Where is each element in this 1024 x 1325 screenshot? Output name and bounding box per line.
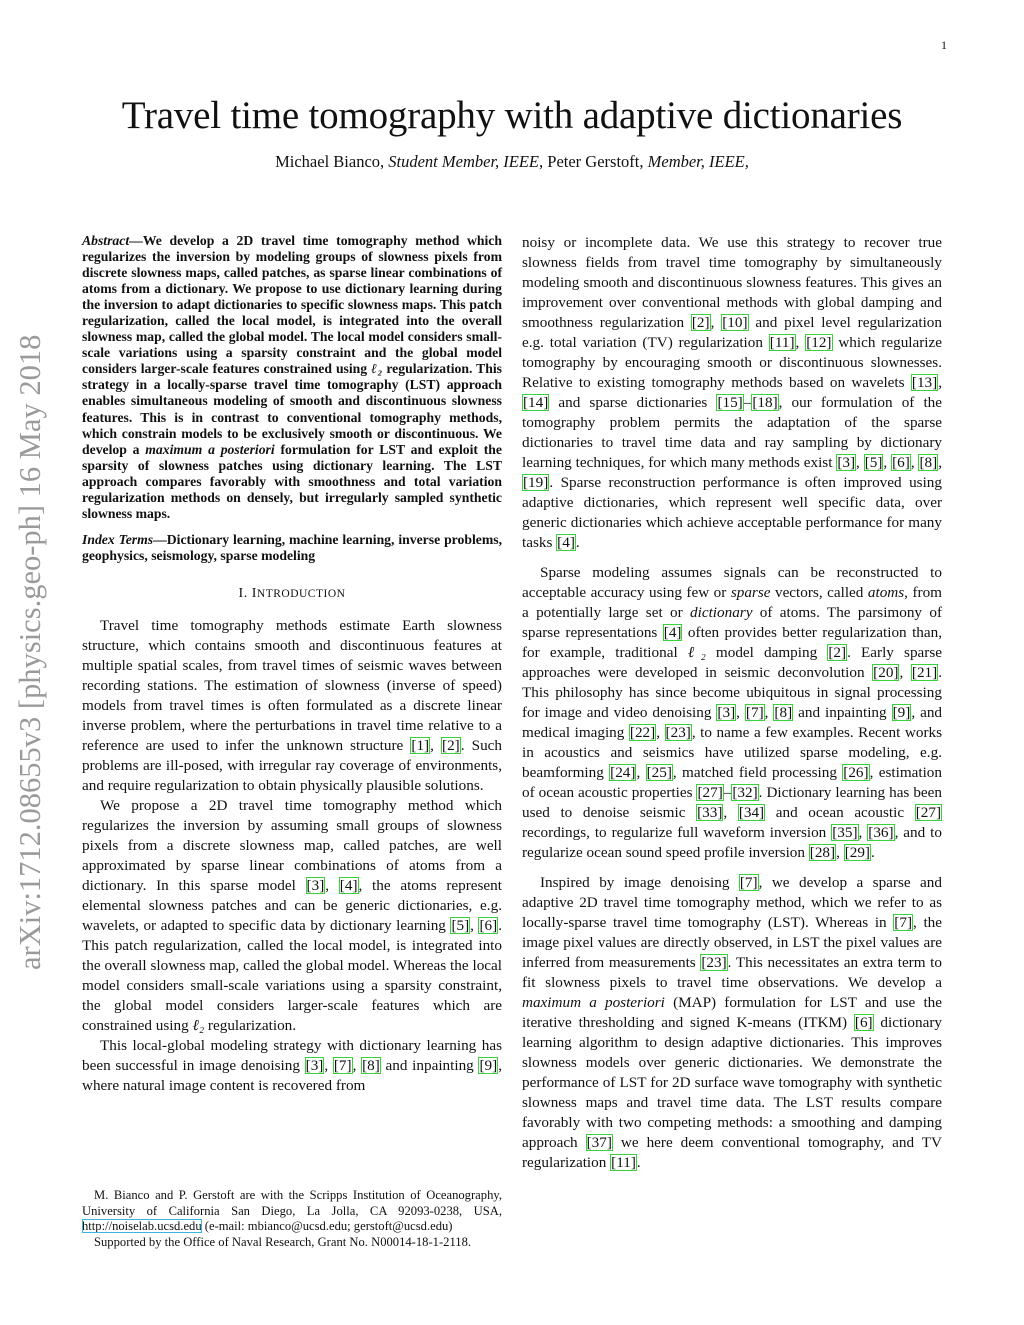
text: . Sparse reconstruction performance is often improved using adaptive dictionaries, which represent well specific data, over generic dictionaries which achieve acceptable performance for many tasks	[522, 474, 942, 551]
l2-symbol: ℓ₂	[687, 644, 706, 661]
citation-link[interactable]: [20]	[873, 664, 899, 681]
citation-link[interactable]: [6]	[892, 454, 910, 471]
intro-paragraph-5	[522, 873, 942, 1173]
citation-link[interactable]: [7]	[333, 1056, 352, 1074]
citation-link[interactable]: [23]	[701, 954, 727, 971]
abstract-text-3: formulation for LST and exploit the sparsity of slowness patches using dictionary learning. The LST approach compares favorably with smoothness and total variation regularization methods on densely, but irregularly sampled synthetic slowness maps.	[82, 441, 502, 521]
intro-paragraph-1	[82, 616, 502, 796]
citation-link[interactable]: [8]	[774, 704, 793, 721]
footnote	[82, 1188, 502, 1250]
text: model damping	[705, 644, 828, 661]
text: (e-mail: mbianco@ucsd.edu; gerstoft@ucsd.edu)	[201, 1219, 453, 1234]
text: , and medical imaging	[522, 704, 943, 741]
separator: –	[743, 394, 752, 411]
text: . Dictionary learning has been used to denoise seismic	[522, 784, 942, 821]
footnote-funding: Supported by the Office of Naval Research, Grant No. N00014-18-1-2118.	[94, 1234, 472, 1249]
text: and sparse dictionaries	[549, 394, 717, 411]
citation-link[interactable]: [10]	[722, 314, 748, 331]
separator: ,	[352, 1056, 362, 1074]
separator: ,	[910, 454, 919, 471]
author-line	[40, 150, 984, 174]
citation-link[interactable]: [4]	[663, 624, 682, 641]
text: Sparse modeling assumes signals can be reconstructed to acceptable accuracy using few or	[522, 564, 942, 601]
citation-link[interactable]: [7]	[739, 874, 758, 891]
text: , and to regularize ocean sound speed profile inversion	[522, 824, 942, 861]
separator: ,	[710, 314, 722, 331]
intro-paragraph-2	[82, 796, 502, 1036]
citation-link[interactable]: [2]	[828, 644, 847, 661]
citation-link[interactable]: [24]	[610, 764, 636, 781]
text: . This patch regularization, called the local model, is integrated into the overall slowness map, called the global model. Whereas the local model considers small-scale variations using a sparsity constraint, the global model considers larger-scale features which are constrained using	[82, 916, 502, 1034]
separator: ,	[656, 724, 665, 741]
text: . Such problems are ill-posed, with irregular ray coverage of environments, and require regularization to obtain physically plausible solutions.	[82, 736, 503, 794]
text: We propose a 2D travel time tomography method which regularizes the inversion by assuming small groups of slowness pixels from a discrete slowness map, called patches, are well approximated by sparse linear combinations of atoms from a dictionary. In this sparse model	[82, 796, 502, 894]
citation-link[interactable]: [7]	[894, 914, 913, 931]
citation-link[interactable]: [25]	[646, 764, 672, 781]
citation-link[interactable]: [4]	[557, 534, 575, 551]
text: vectors, called	[770, 584, 868, 601]
separator: ,	[723, 804, 738, 821]
section-title-rest: NTRODUCTION	[256, 587, 346, 600]
emph: dictionary	[690, 604, 753, 621]
l2-symbol: ℓ₂	[371, 361, 383, 377]
text: , the image pixel values are directly observed, in LST the pixel values are inferred from measurements	[522, 914, 942, 971]
citation-link[interactable]: [29]	[844, 844, 870, 861]
citation-link[interactable]: [14]	[523, 394, 549, 411]
paper-title: Travel time tomography with adaptive dictionaries	[121, 94, 903, 137]
citation-link[interactable]: [5]	[451, 916, 470, 934]
separator: ,	[883, 454, 892, 471]
text: .	[636, 1154, 641, 1171]
citation-link[interactable]: [32]	[732, 784, 758, 801]
author-2: Peter Gerstoft,	[547, 152, 644, 171]
page-number: 1	[941, 38, 947, 52]
separator: ,	[636, 764, 646, 781]
section-title-initial: I	[251, 585, 257, 601]
text: . This necessitates an extra term to fit slowness pixels to travel time observations. We develop a	[522, 954, 942, 991]
text: dictionary learning algorithm to design adaptive dictionaries. This improves slowness models over generic dictionaries. We demonstrate the performance of LST for 2D surface wave tomography with synthetic slowness maps and travel time data. The LST results compare favorably with two competing methods: a smoothing and damping approach	[522, 1014, 942, 1151]
abstract-text-1: —We develop a 2D travel time tomography method which regularizes the inversion by modeling groups of slowness pixels from discrete slowness maps, called patches, as sparse linear combinations of atoms from a dictionary. We propose to use dictionary learning during the inversion to adapt dictionaries to specific slowness maps. This patch regularization, called the local model, is integrated into the overall slowness map, called the global model. The local model considers small-scale variations using a sparsity constraint and the global model considers larger-scale features constrained using	[82, 233, 502, 377]
separator: ,	[430, 736, 442, 754]
emph: sparse	[730, 584, 771, 601]
abstract-map-term: maximum a posteriori	[145, 441, 275, 457]
emph: maximum a posteriori	[522, 994, 665, 1011]
text: recordings, to regularize full waveform inversion	[522, 824, 832, 841]
section-number: I.	[238, 585, 248, 601]
citation-link[interactable]: [22]	[629, 724, 656, 741]
text: , where natural image content is recovered from	[82, 1056, 502, 1094]
text: .	[871, 844, 875, 861]
citation-link[interactable]: [3]	[306, 876, 325, 894]
separator: ,	[324, 1056, 333, 1074]
separator: ,	[325, 876, 339, 894]
separator: ,	[938, 374, 942, 391]
citation-link[interactable]: [2]	[442, 736, 460, 754]
citation-link[interactable]: [5]	[864, 454, 883, 471]
text: , matched field processing	[672, 764, 843, 781]
separator: ,	[764, 704, 774, 721]
separator: ,	[856, 454, 864, 471]
text: Inspired by image denoising	[540, 874, 739, 891]
separator: –	[723, 784, 732, 801]
abstract-label: Abstract	[82, 233, 130, 248]
intro-paragraph-3	[82, 1036, 502, 1096]
text: , our formulation of the tomography problem permits the adaptation of the sparse dictionaries to travel time data and ray sampling by dictionary learning techniques, for which many methods exist	[522, 394, 942, 471]
citation-link[interactable]: [9]	[892, 704, 911, 721]
text: of atoms. The parsimony of sparse representations	[522, 604, 942, 641]
text: , from a potentially large set or	[522, 584, 942, 621]
text: which regularize tomography by encouraging smooth or discontinuous slownesses. Relative to existing tomography methods based on wavelets	[522, 334, 943, 391]
text: , we develop a sparse and adaptive 2D travel time tomography method, which we refer to as locally-sparse travel time tomography (LST). Whereas in	[522, 874, 942, 931]
text: .	[575, 534, 580, 551]
left-column	[82, 233, 502, 1096]
text: M. Bianco and P. Gerstoft are with the Scripps Institution of Oceanography, University of California San Diego, La Jolla, CA 92093-0238, USA,	[82, 1188, 502, 1218]
citation-link[interactable]: [15]	[717, 394, 743, 411]
citation-link[interactable]: [3]	[717, 704, 736, 721]
abstract	[82, 233, 502, 522]
section-heading-introduction	[82, 584, 502, 604]
text: we here deem conventional tomography, and TV regularization	[522, 1134, 942, 1171]
citation-link[interactable]: [21]	[911, 664, 938, 681]
text: . This philosophy has since become ubiquitous in signal processing for image and video denoising	[522, 664, 943, 721]
lab-url-link[interactable]: http://noiselab.ucsd.edu	[82, 1219, 202, 1234]
text: (MAP) formulation for LST and use the iterative thresholding and signed K-means (ITKM)	[522, 994, 942, 1031]
author-1-role: Student Member, IEEE,	[388, 152, 544, 171]
citation-link[interactable]: [35]	[832, 824, 858, 841]
citation-link[interactable]: [7]	[745, 704, 764, 721]
l2-symbol: ℓ₂	[192, 1016, 205, 1034]
separator: ,	[836, 844, 844, 861]
text: and inpainting	[793, 704, 892, 721]
intro-paragraph-4	[522, 563, 942, 863]
text: and ocean acoustic	[765, 804, 915, 821]
intro-paragraph-3-continued	[522, 233, 942, 553]
right-column	[522, 233, 942, 1173]
citation-link[interactable]: [6]	[854, 1014, 873, 1031]
index-terms-label: Index Terms	[82, 531, 154, 547]
citation-link[interactable]: [2]	[691, 314, 710, 331]
citation-link[interactable]: [3]	[837, 454, 856, 471]
citation-link[interactable]: [13]	[911, 374, 938, 391]
citation-link[interactable]: [34]	[738, 804, 765, 821]
citation-link[interactable]: [9]	[479, 1056, 498, 1074]
text: , estimation of ocean acoustic properties	[522, 764, 942, 801]
text: regularization.	[204, 1016, 297, 1034]
separator: ,	[938, 454, 942, 471]
text: , to name a few examples. Recent works in acoustics and seismics have utilized sparse modeling, e.g. beamforming	[522, 724, 943, 781]
text: , the atoms represent elemental slowness patches and can be generic dictionaries, e.g. wavelets, or adapted to specific data by dictionary learning	[82, 876, 502, 934]
separator: ,	[899, 664, 911, 681]
arxiv-stamp: arXiv:1712.08655v3 [physics.geo-ph] 16 May 2018	[13, 334, 47, 970]
citation-link[interactable]: [27]	[915, 804, 942, 821]
citation-link[interactable]: [33]	[697, 804, 723, 821]
citation-link[interactable]: [12]	[806, 334, 832, 351]
separator: ,	[470, 916, 479, 934]
citation-link[interactable]: [11]	[611, 1154, 636, 1171]
text: and inpainting	[380, 1056, 479, 1074]
index-terms-text: —Dictionary learning, machine learning, inverse problems, geophysics, seismology, sparse modeling	[82, 531, 502, 563]
citation-link[interactable]: [37]	[586, 1134, 612, 1151]
separator: ,	[858, 824, 868, 841]
text: Travel time tomography methods estimate Earth slowness structure, which contains smooth and discontinuous features at multiple spatial scales, from travel times of seismic waves between recording stations. The estimation of slowness (inverse of speed) models from travel times is often formulated as a discrete linear inverse problem, where the perturbations in travel time relative to a reference are used to infer the unknown structure	[82, 616, 502, 754]
index-terms	[82, 532, 502, 564]
emph: atoms	[867, 584, 905, 601]
footnote-affiliation	[82, 1188, 502, 1235]
abstract-text-2: regularization. This strategy in a locally-sparse travel time tomography (LST) approach enables simultaneous modeling of smooth and discontinuous slowness features. This is in contrast to conventional tomography methods, which constrain models to be exclusively smooth or discontinuous. We develop a	[82, 361, 503, 457]
citation-link[interactable]: [28]	[809, 844, 836, 861]
citation-link[interactable]: [19]	[523, 474, 549, 491]
text: This local-global modeling strategy with dictionary learning has been successful in image denoising	[82, 1036, 502, 1074]
citation-link[interactable]: [26]	[843, 764, 869, 781]
separator: ,	[736, 704, 745, 721]
citation-link[interactable]: [36]	[868, 824, 894, 841]
citation-link[interactable]: [3]	[305, 1056, 324, 1074]
text: noisy or incomplete data. We use this strategy to recover true slowness fields from travel time tomography by simultaneously modeling smooth and discontinuous slowness features. This gives an improvement over conventional methods with global damping and smoothness regularization	[522, 234, 942, 331]
citation-link[interactable]: [4]	[339, 876, 358, 894]
author-1: Michael Bianco,	[275, 152, 385, 171]
citation-link[interactable]: [6]	[479, 916, 498, 934]
citation-link[interactable]: [11]	[769, 334, 795, 351]
author-2-role: Member, IEEE,	[647, 152, 749, 171]
citation-link[interactable]: [23]	[665, 724, 691, 741]
citation-link[interactable]: [1]	[411, 736, 430, 754]
text: and pixel level regularization e.g. total variation (TV) regularization	[522, 314, 942, 351]
text: . Early sparse approaches were developed in seismic deconvolution	[522, 644, 942, 681]
citation-link[interactable]: [8]	[919, 454, 938, 471]
text: often provides better regularization than, for example, traditional	[522, 624, 943, 661]
separator: ,	[795, 334, 806, 351]
citation-link[interactable]: [8]	[362, 1056, 380, 1074]
citation-link[interactable]: [27]	[697, 784, 723, 801]
citation-link[interactable]: [18]	[752, 394, 778, 411]
